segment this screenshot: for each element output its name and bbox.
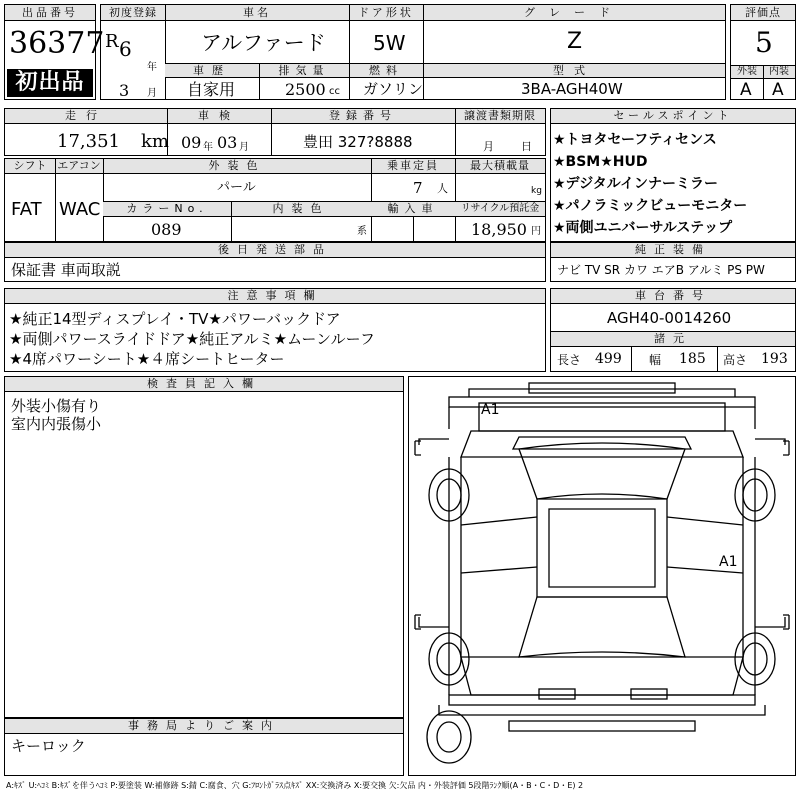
note-line: ★純正14型ディスプレイ・TV★パワーバックドア	[9, 310, 341, 328]
sales-item: ★トヨタセーフティセンス	[553, 132, 717, 148]
mileage-label: 走行	[5, 109, 167, 124]
fuel: ガソリン	[363, 80, 424, 98]
import-label: 輸入車	[371, 202, 455, 217]
transfer-month-unit: 月	[483, 140, 494, 153]
color-no-label: カラーNo.	[103, 202, 231, 217]
reg-label: 登録番号	[271, 109, 455, 124]
first-reg-year: 6	[119, 37, 132, 61]
front-damage-mark: A1	[481, 402, 500, 418]
score-label: 評価点	[731, 5, 795, 21]
mileage-value: 17,351	[57, 131, 120, 152]
sales-item: ★デジタルインナーミラー	[553, 176, 719, 192]
load-unit: kg	[531, 186, 542, 196]
interior-color-label: 内装色	[231, 202, 371, 217]
sales-label: セールスポイント	[551, 109, 795, 124]
car-outline	[409, 377, 795, 775]
notes-box	[4, 288, 546, 372]
era-mark: R	[105, 31, 119, 52]
first-reg-month: 3	[119, 81, 130, 100]
recycle-unit: 円	[531, 226, 541, 237]
car-name: アルファード	[201, 31, 326, 55]
inspector-line: 室内内張傷小	[11, 415, 102, 433]
length-label: 長さ	[557, 353, 582, 367]
first-listing-badge: 初出品	[7, 69, 93, 97]
chassis-label: 車台番号	[551, 289, 795, 304]
office-box	[4, 718, 404, 776]
car-name-label: 車名	[165, 5, 349, 21]
mileage-unit: km	[141, 131, 169, 152]
side-damage-mark: A1	[719, 554, 738, 570]
lot-label: 出品番号	[5, 5, 95, 21]
model-label: 型式	[423, 64, 725, 78]
length-value: 499	[595, 351, 622, 367]
lot-box	[4, 4, 105, 100]
equipment-value: ナビ TV SR カワ エアB アルミ PS PW	[557, 263, 765, 277]
dims-label: 諸元	[551, 332, 795, 347]
grade-label: グレード	[423, 5, 725, 21]
inspection-label: 車検	[167, 109, 271, 124]
recycle-fee: 18,950	[471, 220, 527, 239]
note-line: ★両側パワースライドドア★純正アルミ★ムーンルーフ	[9, 330, 375, 348]
overall-score: 5	[755, 26, 773, 59]
model-code: 3BA-AGH40W	[521, 80, 623, 98]
grade: Z	[567, 29, 583, 54]
sales-item: ★両側ユニバーサルステップ	[553, 220, 733, 236]
width-value: 185	[679, 351, 706, 367]
equipment-label: 純正装備	[551, 243, 795, 258]
capacity-label: 乗車定員	[371, 159, 455, 174]
shift-label: シフト	[5, 159, 55, 174]
equipment	[550, 242, 796, 282]
insp-year: 09	[181, 133, 202, 152]
capacity-value: 7	[413, 179, 423, 197]
height-value: 193	[761, 351, 788, 367]
load-label: 最大積載量	[455, 159, 545, 174]
interior-label: 内装	[763, 66, 795, 79]
width-label: 幅	[649, 353, 662, 367]
interior-grade: A	[772, 80, 784, 100]
later-parts-value: 保証書 車両取説	[11, 261, 121, 279]
fuel-label: 燃料	[349, 64, 423, 78]
color-number: 089	[151, 220, 182, 239]
lot-number: 36377	[9, 26, 105, 61]
transfer-day-unit: 日	[521, 140, 532, 153]
color-label: 外装色	[103, 159, 371, 174]
later-parts-label: 後日発送部品	[5, 243, 545, 258]
shift-value: FAT	[11, 199, 42, 220]
notes-label: 注意事項欄	[5, 289, 545, 304]
notes-list	[9, 309, 375, 369]
transfer-label: 譲渡書類期限	[455, 109, 545, 124]
ac-label: エアコン	[55, 159, 103, 174]
recycle-label: リサイクル預託金	[455, 202, 545, 217]
insp-month: 03	[217, 133, 238, 152]
note-line: ★4席パワーシート★４席シートヒーター	[9, 350, 285, 368]
interior-color-unit: 系	[357, 226, 367, 237]
height-label: 高さ	[723, 353, 748, 367]
vehicle-header	[100, 4, 726, 100]
displacement-unit: cc	[329, 86, 340, 97]
exterior-grade: A	[740, 80, 752, 100]
specs-block	[4, 158, 546, 242]
capacity-unit: 人	[437, 182, 448, 195]
legend: A:ｷｽﾞ U:ﾍｺﾐ B:ｷｽﾞを伴うﾍｺﾐ P:要塗装 W:補修跡 S:錆 C:腐食、穴 G:ﾌﾛﾝﾄｶﾞﾗｽ点ｷｽﾞ XX:交換済み X:要交換 欠:欠品 内・外装評価 5段階ﾗﾝｸ順(A・B・C・D・E) 2	[6, 781, 584, 790]
inspector-lines	[11, 397, 101, 433]
door-label: ドア形状	[349, 5, 423, 21]
inspector-label: 検査員記入欄	[5, 377, 403, 392]
insp-year-unit: 年	[203, 142, 213, 153]
sales-points	[550, 108, 796, 242]
chassis-number: AGH40-0014260	[607, 309, 732, 327]
first-reg-label: 初度登録	[101, 5, 165, 21]
door-type: 5W	[373, 31, 406, 55]
displacement: 2500	[285, 80, 326, 99]
chassis-box	[550, 288, 796, 372]
sales-item: ★BSM★HUD	[553, 154, 648, 170]
mileage-row	[4, 108, 546, 156]
later-parts	[4, 242, 546, 282]
ac-value: WAC	[59, 199, 101, 220]
exterior-label: 外装	[731, 66, 763, 79]
office-value: キーロック	[11, 737, 86, 755]
registration-number: 豊田 327?8888	[303, 133, 413, 151]
damage-diagram	[408, 376, 796, 776]
displacement-label: 排気量	[259, 64, 349, 78]
history: 自家用	[187, 80, 236, 99]
score-box	[730, 4, 796, 100]
month-unit: 月	[147, 88, 157, 99]
year-unit: 年	[147, 62, 157, 73]
inspector-box	[4, 376, 404, 718]
sales-item: ★パノラミックビューモニター	[553, 198, 748, 214]
history-label: 車歴	[165, 64, 259, 78]
office-label: 事務局よりご案内	[5, 719, 403, 734]
inspector-line: 外装小傷有り	[11, 397, 102, 415]
sales-list	[553, 129, 747, 239]
body-color: パール	[217, 180, 256, 195]
insp-month-unit: 月	[239, 142, 249, 153]
